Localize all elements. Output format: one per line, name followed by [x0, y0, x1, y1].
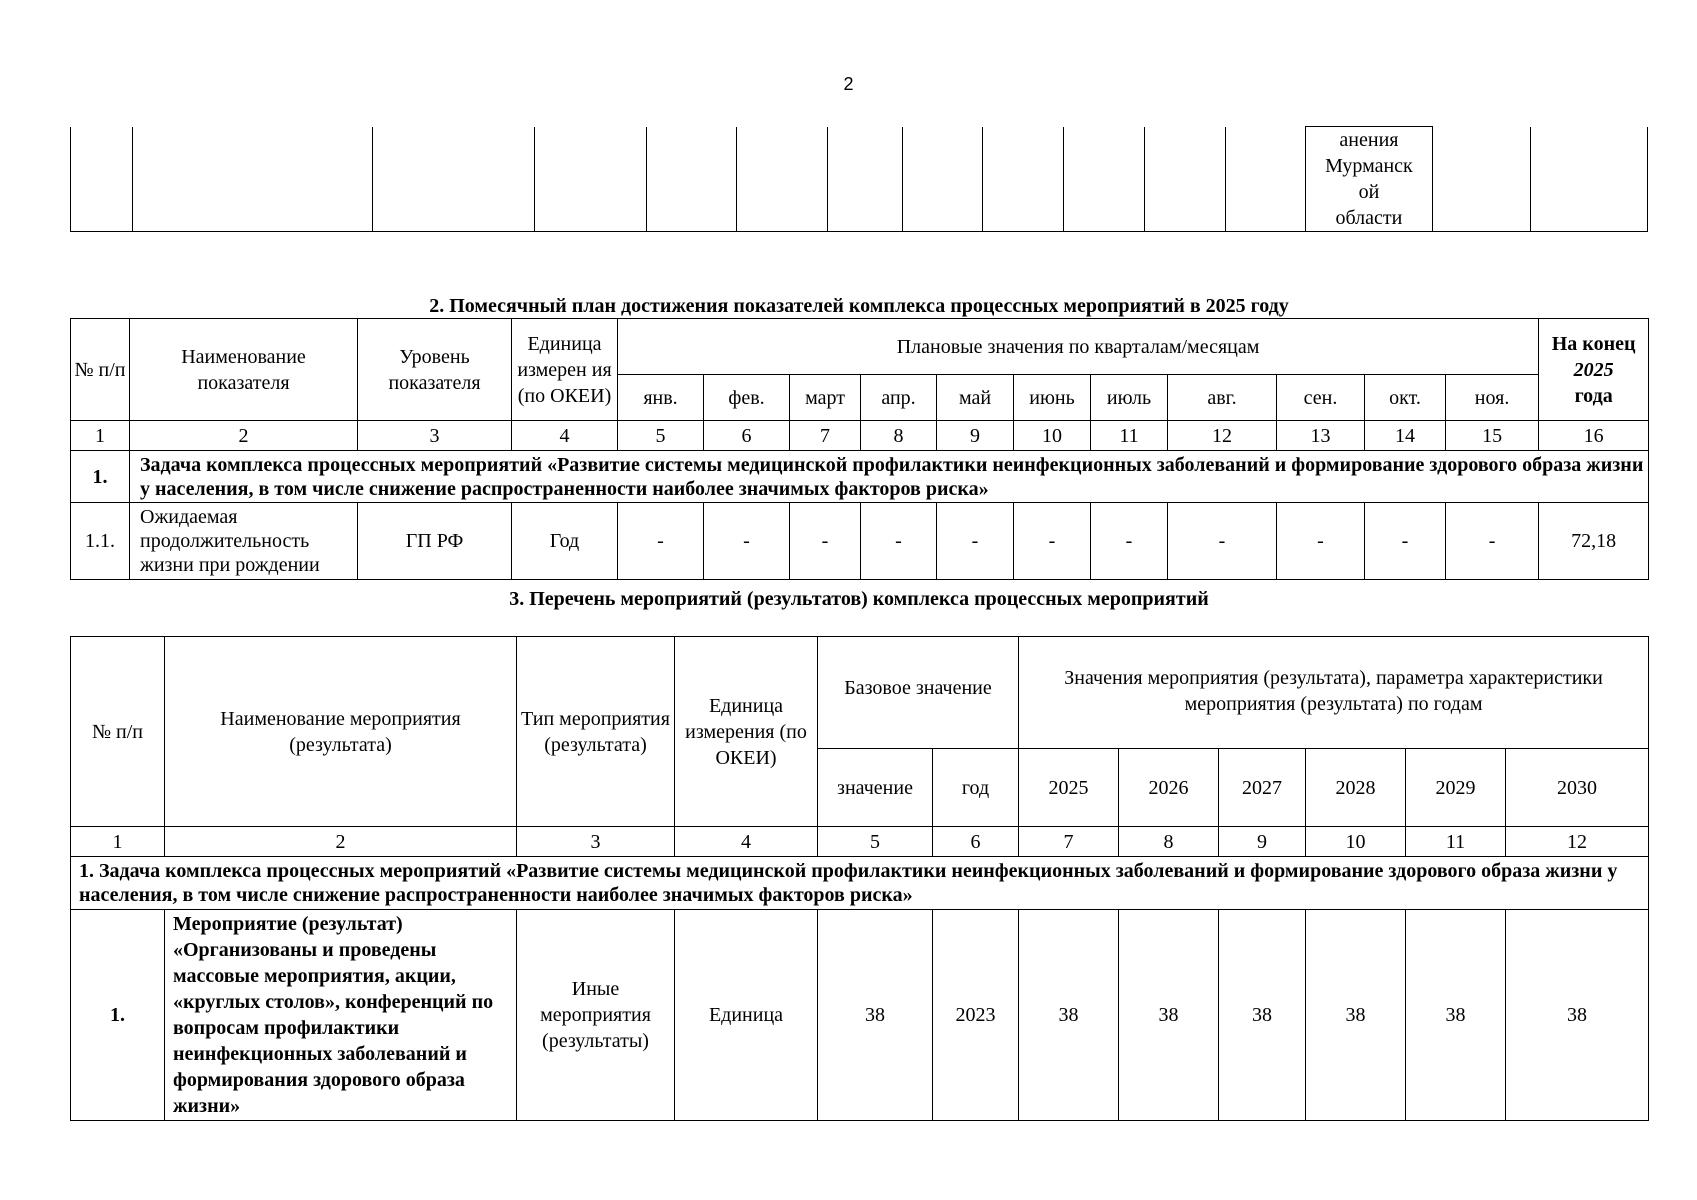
month-header: март [790, 375, 861, 421]
column-number: 10 [1014, 421, 1091, 451]
column-number: 8 [1119, 827, 1219, 857]
header-end-label: На конец [1551, 332, 1636, 355]
month-header: июнь [1014, 375, 1091, 421]
header-unit: Единица измерения (по ОКЕИ) [675, 637, 818, 827]
month-header: авг. [1168, 375, 1277, 421]
month-value: - [1091, 503, 1168, 580]
year-header: 2027 [1219, 749, 1306, 827]
year-value: 38 [1406, 910, 1506, 1121]
column-number: 15 [1446, 421, 1539, 451]
month-value: - [704, 503, 790, 580]
row-number: 1.1. [71, 503, 130, 580]
activity-name: Мероприятие (результат) «Организованы и проведены массовые мероприятия, акции, «круглых столов», конференций по вопросам профилактики неинфекционных заболеваний и формирования здорового образа жизни» [165, 910, 517, 1121]
header-end-suffix: года [1574, 384, 1613, 407]
task-text: Задача комплекса процессных мероприятий «Развитие системы медицинской профилактики неинфекционных заболеваний и формирование здорового образа жизни у населения, в том числе снижение распространенности наиболее значимых факторов риска» [130, 451, 1649, 503]
month-header: фев. [704, 375, 790, 421]
column-number: 2 [165, 827, 517, 857]
month-header: май [937, 375, 1014, 421]
month-header: сен. [1277, 375, 1365, 421]
column-number: 11 [1406, 827, 1506, 857]
continuation-cell [1305, 127, 1432, 232]
header-values-by-year: Значения мероприятия (результата), параметра характеристики мероприятия (результата) по годам [1019, 637, 1649, 749]
month-value: - [1014, 503, 1091, 580]
section2-title: 2. Помесячный план достижения показателей комплекса процессных мероприятий в 2025 году [429, 295, 1289, 317]
header-base-value-value: значение [818, 749, 933, 827]
column-number: 9 [1219, 827, 1306, 857]
continuation-line: Мурманск [1325, 155, 1413, 177]
header-activity-name: Наименование мероприятия (результата) [165, 637, 517, 827]
column-number: 13 [1277, 421, 1365, 451]
year-header: 2030 [1506, 749, 1649, 827]
column-number: 5 [618, 421, 704, 451]
continuation-line: области [1335, 207, 1403, 229]
column-number: 7 [1019, 827, 1119, 857]
column-number: 7 [790, 421, 861, 451]
base-value: 38 [818, 910, 933, 1121]
month-value: - [1446, 503, 1539, 580]
month-header: янв. [618, 375, 704, 421]
activity-unit: Единица [675, 910, 818, 1121]
column-number: 11 [1091, 421, 1168, 451]
column-number: 4 [675, 827, 818, 857]
column-number: 10 [1306, 827, 1406, 857]
month-value: - [618, 503, 704, 580]
column-number: 5 [818, 827, 933, 857]
column-number: 9 [937, 421, 1014, 451]
month-header: июль [1091, 375, 1168, 421]
column-number: 4 [512, 421, 618, 451]
month-header: окт. [1365, 375, 1446, 421]
column-number: 1 [71, 827, 165, 857]
monthly-plan-table [70, 318, 1649, 580]
indicator-name: Ожидаемая продолжительность жизни при рождении [130, 503, 358, 580]
column-number: 16 [1539, 421, 1649, 451]
column-number: 12 [1506, 827, 1649, 857]
end-of-year-value: 72,18 [1539, 503, 1649, 580]
month-value: - [1168, 503, 1277, 580]
year-value: 38 [1306, 910, 1406, 1121]
column-number: 2 [130, 421, 358, 451]
column-number: 6 [704, 421, 790, 451]
header-base-value-year: год [933, 749, 1019, 827]
continuation-line: анения [1339, 129, 1399, 151]
year-value: 38 [1219, 910, 1306, 1121]
header-indicator-name: Наименование показателя [130, 319, 358, 421]
task-number: 1. [71, 451, 130, 503]
header-activity-type: Тип мероприятия (результата) [517, 637, 675, 827]
row-number: 1. [71, 910, 165, 1121]
year-header: 2028 [1306, 749, 1406, 827]
column-number: 6 [933, 827, 1019, 857]
year-value: 38 [1019, 910, 1119, 1121]
base-year: 2023 [933, 910, 1019, 1121]
month-value: - [1277, 503, 1365, 580]
column-number: 3 [517, 827, 675, 857]
month-header: апр. [861, 375, 937, 421]
activities-table [70, 636, 1649, 1121]
task-text: 1. Задача комплекса процессных мероприятий «Развитие системы медицинской профилактики неинфекционных заболеваний и формирование здорового образа жизни у населения, в том числе снижение распространенности наиболее значимых факторов риска» [71, 857, 1649, 910]
continuation-line: ой [1358, 181, 1380, 203]
column-number: 1 [71, 421, 130, 451]
header-base-value: Базовое значение [818, 637, 1019, 749]
month-value: - [1365, 503, 1446, 580]
year-header: 2025 [1019, 749, 1119, 827]
month-header: ноя. [1446, 375, 1539, 421]
indicator-level: ГП РФ [358, 503, 512, 580]
year-value: 38 [1506, 910, 1649, 1121]
year-header: 2026 [1119, 749, 1219, 827]
column-number: 3 [358, 421, 512, 451]
page-number: 2 [843, 74, 854, 94]
header-end-of-year [1539, 319, 1649, 421]
column-number: 8 [861, 421, 937, 451]
header-indicator-level: Уровень показателя [358, 319, 512, 421]
header-num: № п/п [71, 319, 130, 421]
activity-type: Иные мероприятия (результаты) [517, 910, 675, 1121]
column-number: 12 [1168, 421, 1277, 451]
year-value: 38 [1119, 910, 1219, 1121]
month-value: - [790, 503, 861, 580]
continuation-table [70, 126, 1648, 232]
indicator-unit: Год [512, 503, 618, 580]
month-value: - [937, 503, 1014, 580]
month-value: - [861, 503, 937, 580]
year-header: 2029 [1406, 749, 1506, 827]
header-end-year: 2025 [1573, 358, 1614, 381]
column-number: 14 [1365, 421, 1446, 451]
header-num: № п/п [71, 637, 165, 827]
header-unit: Единица измерен ия (по ОКЕИ) [512, 319, 618, 421]
header-plan-values: Плановые значения по кварталам/месяцам [618, 319, 1539, 375]
section3-title: 3. Перечень мероприятий (результатов) комплекса процессных мероприятий [509, 588, 1209, 610]
